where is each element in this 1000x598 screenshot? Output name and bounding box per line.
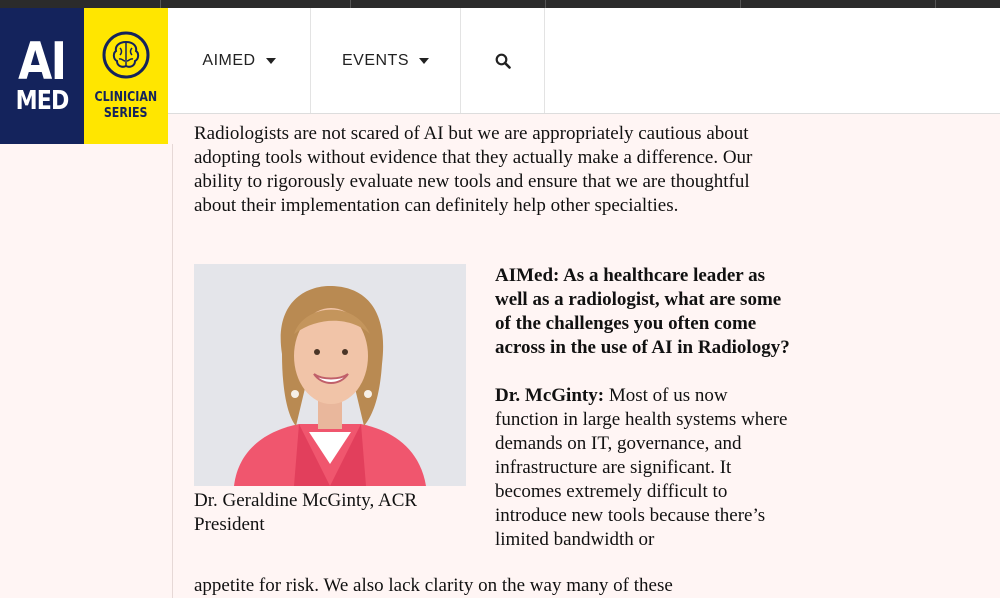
logo-series-text: SERIES	[104, 106, 148, 121]
caret-down-icon	[419, 58, 429, 64]
portrait-figure	[194, 264, 466, 537]
answer-continued: appetite for risk. We also lack clarity on the way many of these	[194, 575, 673, 596]
logo-clinician-text: CLINICIAN	[94, 90, 158, 105]
content-left-border	[172, 144, 173, 598]
site-logo[interactable]	[0, 8, 168, 144]
logo-ai-text: AI	[18, 32, 66, 92]
nav-events-menu[interactable]	[311, 8, 461, 113]
nav-aimed-menu[interactable]	[168, 8, 311, 113]
browser-top-strip	[0, 0, 1000, 8]
answer-text: Most of us now function in large health systems where demands on IT, governance, and infrastructure are significant. It becomes extremely difficult to introduce new tools because there’s limited bandwidth or	[495, 385, 788, 550]
interview-question: AIMed: As a healthcare leader as well as a radiologist, what are some of the challenges you often come across in the use of AI in Radiology?	[495, 265, 790, 358]
nav-aimed-label: AIMED	[202, 51, 256, 69]
intro-paragraph: Radiologists are not scared of AI but we are appropriately cautious about adopting tools without evidence that they actually make a difference. Our ability to rigorously evaluate new tools and ensure that we are thoughtful about their implementation can definitely help other specialties.	[194, 123, 753, 216]
photo-caption: Dr. Geraldine McGinty, ACR President	[194, 490, 418, 535]
search-button[interactable]	[461, 8, 545, 113]
portrait-photo	[194, 264, 466, 486]
interview-qa	[495, 264, 795, 552]
nav-events-label: EVENTS	[341, 51, 409, 69]
brain-icon	[101, 30, 151, 80]
interview-answer	[495, 384, 795, 552]
logo-clinician-series-block	[84, 8, 168, 144]
portrait-image	[194, 264, 466, 486]
answer-speaker: Dr. McGinty:	[495, 385, 605, 406]
article-body	[194, 122, 784, 218]
logo-med-text: MED	[15, 86, 69, 116]
logo-aimed-block	[0, 8, 84, 144]
search-icon	[495, 53, 511, 69]
caret-down-icon	[266, 58, 276, 64]
